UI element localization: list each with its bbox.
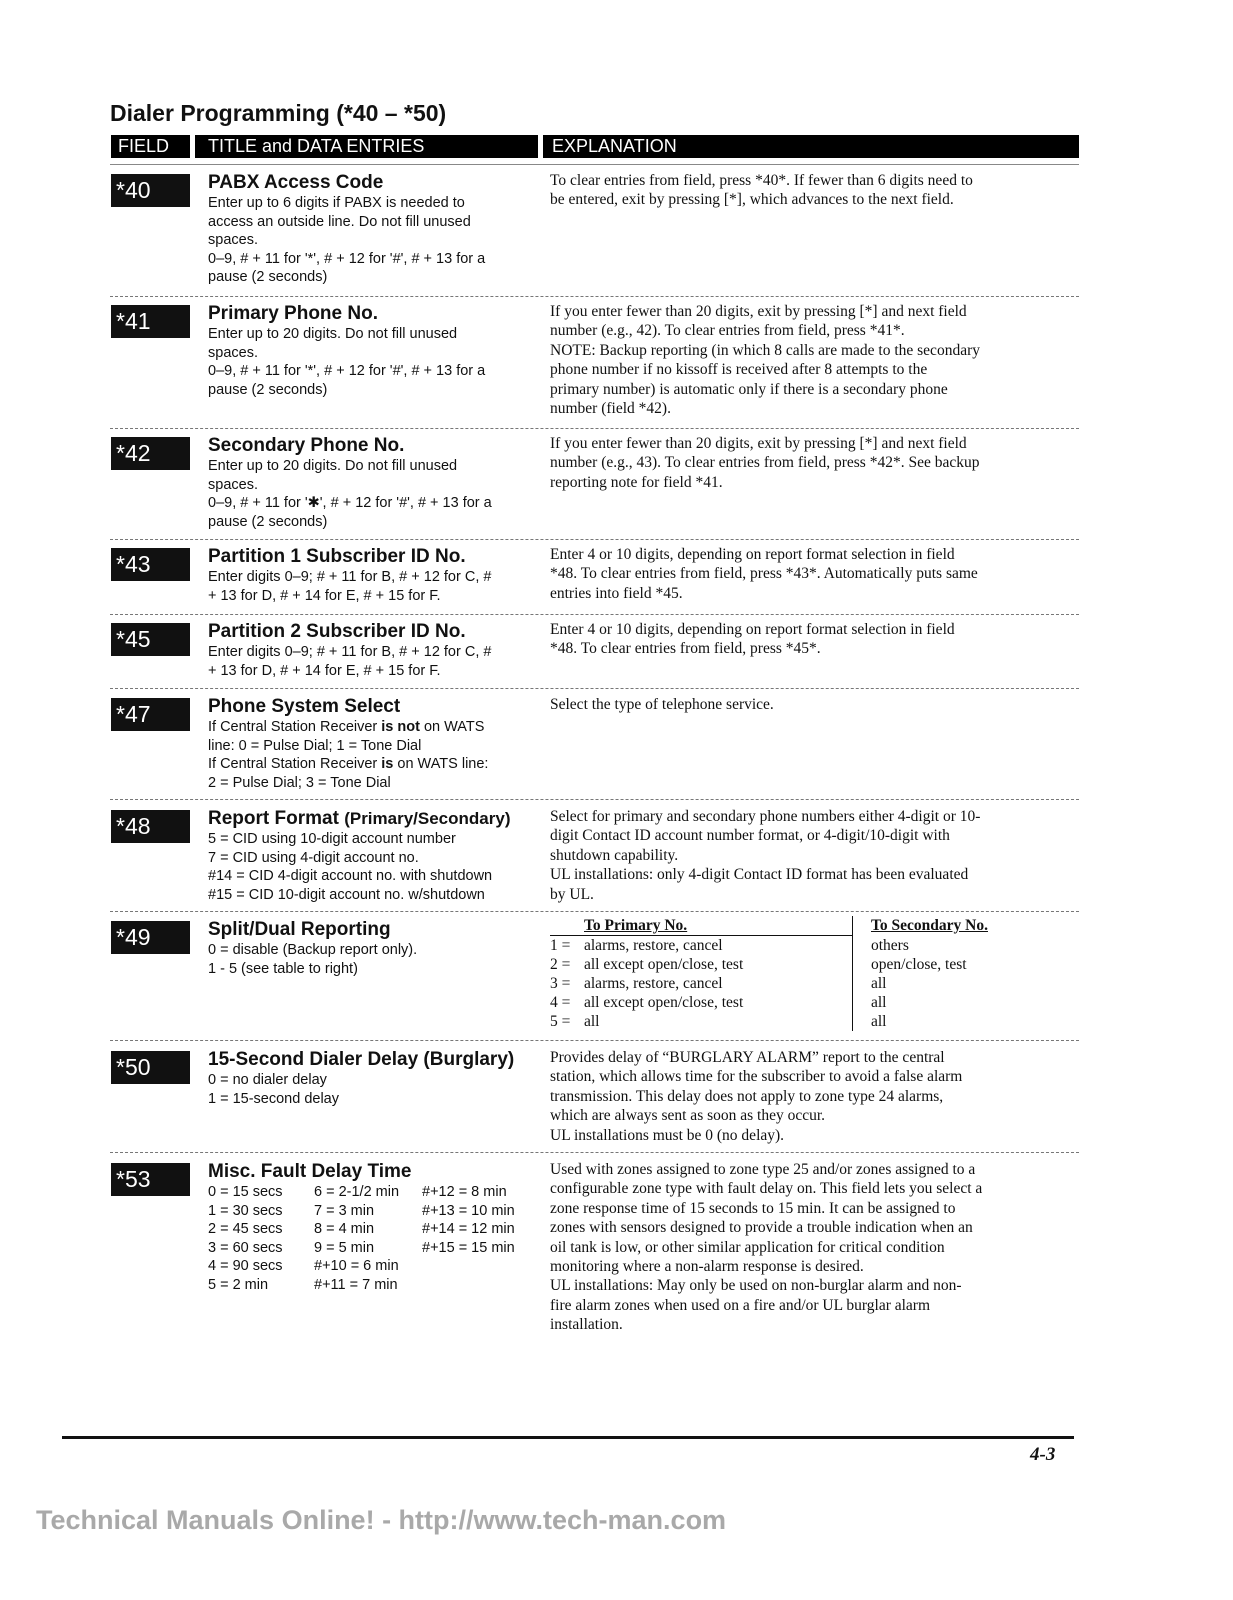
secondary-reports: all bbox=[871, 975, 887, 992]
primary-reports: all except open/close, test bbox=[584, 993, 853, 1012]
entry-line: #15 = CID 10-digit account no. w/shutdown bbox=[208, 886, 485, 903]
explanation-line: If you enter fewer than 20 digits, exit by pressing [*] and next field bbox=[550, 435, 967, 452]
field-title-entries bbox=[208, 696, 538, 792]
field-title-entries bbox=[208, 435, 538, 531]
explanation-line: phone number if no kissoff is received after 8 attempts to the bbox=[550, 361, 928, 379]
field-code: *45 bbox=[111, 623, 190, 656]
entry-line: + 13 for D, # + 14 for E, # + 15 for F. bbox=[208, 587, 441, 604]
entry-line: spaces. bbox=[208, 232, 258, 248]
split-reporting-options-table bbox=[550, 916, 988, 1031]
explanation-line: configurable zone type with fault delay on. This field lets you select a bbox=[550, 1180, 983, 1198]
explanation-line: oil tank is low, or other similar application for critical condition bbox=[550, 1238, 945, 1256]
table-header-row bbox=[550, 916, 988, 936]
field-explanation bbox=[550, 302, 1075, 418]
entry-line: 0–9, # + 11 for '*', # + 12 for '#', # + 13 for a bbox=[208, 250, 486, 267]
field-title-entries bbox=[208, 1161, 538, 1294]
delay-option: #+14 = 12 min bbox=[422, 1221, 515, 1237]
header-title bbox=[195, 135, 538, 158]
explanation-line: shutdown capability. bbox=[550, 846, 679, 864]
explanation-line: Select the type of telephone service. bbox=[550, 696, 774, 713]
delay-option: 9 = 5 min bbox=[314, 1239, 375, 1256]
primary-reports: alarms, restore, cancel bbox=[584, 936, 853, 956]
field-explanation bbox=[550, 434, 1075, 492]
entry-text: on WATS line: bbox=[393, 756, 489, 772]
explanation-line: If you enter fewer than 20 digits, exit by pressing [*] and next field bbox=[550, 303, 967, 320]
explanation-line: zones with sensors designed to provide a trouble indication when an bbox=[550, 1219, 973, 1237]
table-row bbox=[550, 1012, 988, 1031]
row-separator bbox=[110, 1040, 1079, 1041]
entry-line: Enter digits 0–9; # + 11 for B, # + 12 for C, # bbox=[208, 644, 492, 660]
row-separator bbox=[110, 296, 1079, 297]
entry-line: pause (2 seconds) bbox=[208, 269, 328, 285]
explanation-line: number (e.g., 43). To clear entries from field, press *42*. See backup bbox=[550, 454, 980, 472]
secondary-reports: all bbox=[871, 1013, 887, 1030]
explanation-line: entries into field *45. bbox=[550, 584, 683, 602]
explanation-line: station, which allows time for the subscriber to avoid a false alarm bbox=[550, 1068, 963, 1086]
header-field-label: FIELD bbox=[118, 136, 170, 156]
header-field bbox=[111, 135, 190, 158]
field-explanation bbox=[550, 695, 1075, 714]
table-row bbox=[550, 974, 988, 993]
entry-line: 0–9, # + 11 for '✱', # + 12 for '#', # + 13 for a bbox=[208, 495, 492, 511]
header-title-label: TITLE and DATA ENTRIES bbox=[208, 136, 425, 156]
row-separator bbox=[110, 428, 1079, 429]
option-number: 4 = bbox=[550, 994, 571, 1011]
field-title: PABX Access Code bbox=[208, 172, 384, 193]
field-code: *49 bbox=[111, 921, 190, 954]
field-title: Phone System Select bbox=[208, 696, 401, 717]
footer-rule bbox=[62, 1436, 1074, 1439]
column-header-primary: To Primary No. bbox=[584, 917, 688, 934]
field-title: Split/Dual Reporting bbox=[208, 919, 391, 940]
explanation-line: which are always sent as soon as they occur. bbox=[550, 1107, 826, 1125]
explanation-line: fire alarm zones when used on a fire and/or UL burglar alarm bbox=[550, 1296, 931, 1314]
delay-option: 5 = 2 min bbox=[208, 1276, 269, 1293]
entry-line: 0 = no dialer delay bbox=[208, 1072, 327, 1088]
delay-option: #+10 = 6 min bbox=[314, 1258, 399, 1274]
field-explanation bbox=[550, 807, 1075, 904]
explanation-line: *48. To clear entries from field, press *45*. bbox=[550, 640, 821, 658]
page-number: 4-3 bbox=[1030, 1444, 1056, 1465]
option-number: 2 = bbox=[550, 956, 571, 973]
field-code: *48 bbox=[111, 810, 190, 843]
delay-option: 3 = 60 secs bbox=[208, 1239, 283, 1256]
entry-line: #14 = CID 4-digit account no. with shutdown bbox=[208, 868, 493, 884]
field-title: Partition 2 Subscriber ID No. bbox=[208, 621, 466, 642]
entry-line: 1 - 5 (see table to right) bbox=[208, 960, 358, 977]
entry-line: pause (2 seconds) bbox=[208, 513, 328, 530]
entry-line: 7 = CID using 4-digit account no. bbox=[208, 849, 419, 866]
entry-line: access an outside line. Do not fill unused bbox=[208, 213, 471, 230]
field-code: *42 bbox=[111, 437, 190, 470]
entry-line: Enter up to 20 digits. Do not fill unused bbox=[208, 458, 458, 474]
delay-option: #+15 = 15 min bbox=[422, 1239, 515, 1256]
field-title-entries bbox=[208, 919, 538, 978]
option-number: 1 = bbox=[550, 937, 571, 954]
explanation-line: monitoring where a non-alarm response is desired. bbox=[550, 1258, 864, 1276]
secondary-reports: others bbox=[871, 936, 909, 954]
entry-emphasis: is bbox=[381, 756, 394, 772]
row-separator bbox=[110, 911, 1079, 912]
field-title-entries bbox=[208, 808, 538, 904]
explanation-line: NOTE: Backup reporting (in which 8 calls are made to the secondary bbox=[550, 341, 980, 359]
explanation-line: To clear entries from field, press *40*. If fewer than 6 digits need to bbox=[550, 172, 973, 189]
field-explanation bbox=[550, 620, 1075, 659]
entry-line: Enter up to 6 digits if PABX is needed to bbox=[208, 195, 465, 211]
watermark-text: Technical Manuals Online! - http://www.tech-man.com bbox=[36, 1505, 727, 1535]
explanation-line: transmission. This delay does not apply to zone type 24 alarms, bbox=[550, 1087, 944, 1105]
explanation-line: reporting note for field *41. bbox=[550, 473, 723, 491]
field-title: Partition 1 Subscriber ID No. bbox=[208, 546, 466, 567]
explanation-line: number (e.g., 42). To clear entries from field, press *41*. bbox=[550, 322, 905, 340]
delay-option: 2 = 45 secs bbox=[208, 1221, 283, 1237]
entry-line: Enter up to 20 digits. Do not fill unused bbox=[208, 326, 458, 342]
delay-option bbox=[422, 1276, 532, 1295]
explanation-line: zone response time of 15 seconds to 15 min. It can be assigned to bbox=[550, 1199, 956, 1217]
field-explanation bbox=[550, 171, 1075, 210]
field-code: *50 bbox=[111, 1051, 190, 1084]
entry-line: + 13 for D, # + 14 for E, # + 15 for F. bbox=[208, 662, 441, 679]
explanation-line: Enter 4 or 10 digits, depending on report format selection in field bbox=[550, 621, 955, 638]
field-explanation bbox=[550, 545, 1075, 603]
explanation-line: Select for primary and secondary phone numbers either 4-digit or 10- bbox=[550, 808, 981, 825]
explanation-line: digit Contact ID account number format, or 4-digit/10-digit with bbox=[550, 827, 950, 845]
entry-line bbox=[208, 718, 538, 737]
header-explanation-label: EXPLANATION bbox=[552, 136, 677, 156]
explanation-line: UL installations: only 4-digit Contact ID format has been evaluated bbox=[550, 866, 969, 884]
table-row bbox=[550, 955, 988, 974]
explanation-line: UL installations must be 0 (no delay). bbox=[550, 1126, 785, 1144]
delay-option: 6 = 2-1/2 min bbox=[314, 1184, 400, 1200]
column-header-secondary: To Secondary No. bbox=[871, 917, 988, 934]
field-code: *53 bbox=[111, 1163, 190, 1196]
field-title: Secondary Phone No. bbox=[208, 435, 405, 456]
secondary-reports: open/close, test bbox=[871, 956, 967, 973]
delay-option: 1 = 30 secs bbox=[208, 1202, 283, 1219]
explanation-line: installation. bbox=[550, 1316, 623, 1334]
entry-line: spaces. bbox=[208, 476, 258, 493]
table-row bbox=[550, 993, 988, 1012]
entry-text: on WATS bbox=[419, 719, 485, 735]
option-number: 3 = bbox=[550, 975, 571, 992]
row-separator bbox=[110, 539, 1079, 540]
header-rule bbox=[110, 164, 1079, 165]
primary-reports: all bbox=[584, 1012, 853, 1031]
explanation-line: be entered, exit by pressing [*], which advances to the next field. bbox=[550, 191, 954, 209]
entry-text: If Central Station Receiver bbox=[208, 756, 382, 772]
delay-option: 8 = 4 min bbox=[314, 1221, 375, 1237]
fault-delay-options bbox=[208, 1183, 538, 1294]
explanation-line: primary number) is automatic only if there is a secondary phone bbox=[550, 380, 948, 398]
delay-option: #+13 = 10 min bbox=[422, 1202, 515, 1219]
explanation-line: Enter 4 or 10 digits, depending on report format selection in field bbox=[550, 546, 955, 563]
field-title-entries bbox=[208, 1049, 538, 1108]
field-title-entries bbox=[208, 303, 538, 399]
row-separator bbox=[110, 614, 1079, 615]
row-separator bbox=[110, 799, 1079, 800]
explanation-line: UL installations: May only be used on non-burglar alarm and non- bbox=[550, 1277, 962, 1295]
delay-option: 0 = 15 secs bbox=[208, 1184, 283, 1200]
field-title bbox=[208, 808, 538, 830]
entry-line: 5 = CID using 10-digit account number bbox=[208, 831, 456, 847]
page-title: Dialer Programming (*40 – *50) bbox=[110, 100, 447, 126]
delay-option bbox=[422, 1257, 532, 1276]
field-title-entries bbox=[208, 546, 538, 605]
primary-reports: alarms, restore, cancel bbox=[584, 974, 853, 993]
entry-line: 1 = 15-second delay bbox=[208, 1090, 339, 1107]
field-explanation bbox=[550, 1160, 1075, 1335]
explanation-line: number (field *42). bbox=[550, 400, 671, 418]
entry-line bbox=[208, 755, 538, 774]
field-explanation bbox=[550, 1048, 1075, 1145]
split-reporting-table bbox=[550, 916, 1075, 1031]
field-code: *41 bbox=[111, 305, 190, 338]
delay-option: #+12 = 8 min bbox=[422, 1184, 507, 1200]
secondary-reports: all bbox=[871, 994, 887, 1011]
field-code: *47 bbox=[111, 698, 190, 731]
row-separator bbox=[110, 688, 1079, 689]
field-title-qualifier: (Primary/Secondary) bbox=[344, 809, 511, 828]
explanation-line: Used with zones assigned to zone type 25 and/or zones assigned to a bbox=[550, 1161, 976, 1178]
entry-emphasis: is not bbox=[381, 719, 420, 735]
row-separator bbox=[110, 1152, 1079, 1153]
field-code: *43 bbox=[111, 548, 190, 581]
header-explanation bbox=[543, 135, 1079, 158]
explanation-line: by UL. bbox=[550, 885, 594, 903]
field-title-entries bbox=[208, 172, 538, 287]
entry-line: spaces. bbox=[208, 344, 258, 361]
table-row bbox=[550, 936, 988, 956]
delay-option: #+11 = 7 min bbox=[314, 1276, 398, 1293]
field-title: Primary Phone No. bbox=[208, 303, 378, 324]
entry-line: 2 = Pulse Dial; 3 = Tone Dial bbox=[208, 774, 391, 791]
entry-line: line: 0 = Pulse Dial; 1 = Tone Dial bbox=[208, 737, 422, 754]
field-title-main: Report Format bbox=[208, 808, 345, 829]
entry-text: If Central Station Receiver bbox=[208, 719, 382, 735]
entry-line: Enter digits 0–9; # + 11 for B, # + 12 for C, # bbox=[208, 569, 492, 585]
delay-option: 7 = 3 min bbox=[314, 1202, 375, 1219]
primary-reports: all except open/close, test bbox=[584, 955, 853, 974]
explanation-line: Provides delay of “BURGLARY ALARM” report to the central bbox=[550, 1049, 945, 1066]
entry-line: 0–9, # + 11 for '*', # + 12 for '#', # + 13 for a bbox=[208, 363, 486, 379]
field-title: 15-Second Dialer Delay (Burglary) bbox=[208, 1049, 515, 1070]
explanation-line: *48. To clear entries from field, press *43*. Automatically puts same bbox=[550, 565, 978, 583]
field-title: Misc. Fault Delay Time bbox=[208, 1161, 412, 1182]
field-code: *40 bbox=[111, 174, 190, 207]
entry-line: 0 = disable (Backup report only). bbox=[208, 942, 418, 958]
option-number: 5 = bbox=[550, 1013, 571, 1030]
field-title-entries bbox=[208, 621, 538, 680]
delay-option: 4 = 90 secs bbox=[208, 1258, 283, 1274]
entry-line: pause (2 seconds) bbox=[208, 381, 328, 398]
